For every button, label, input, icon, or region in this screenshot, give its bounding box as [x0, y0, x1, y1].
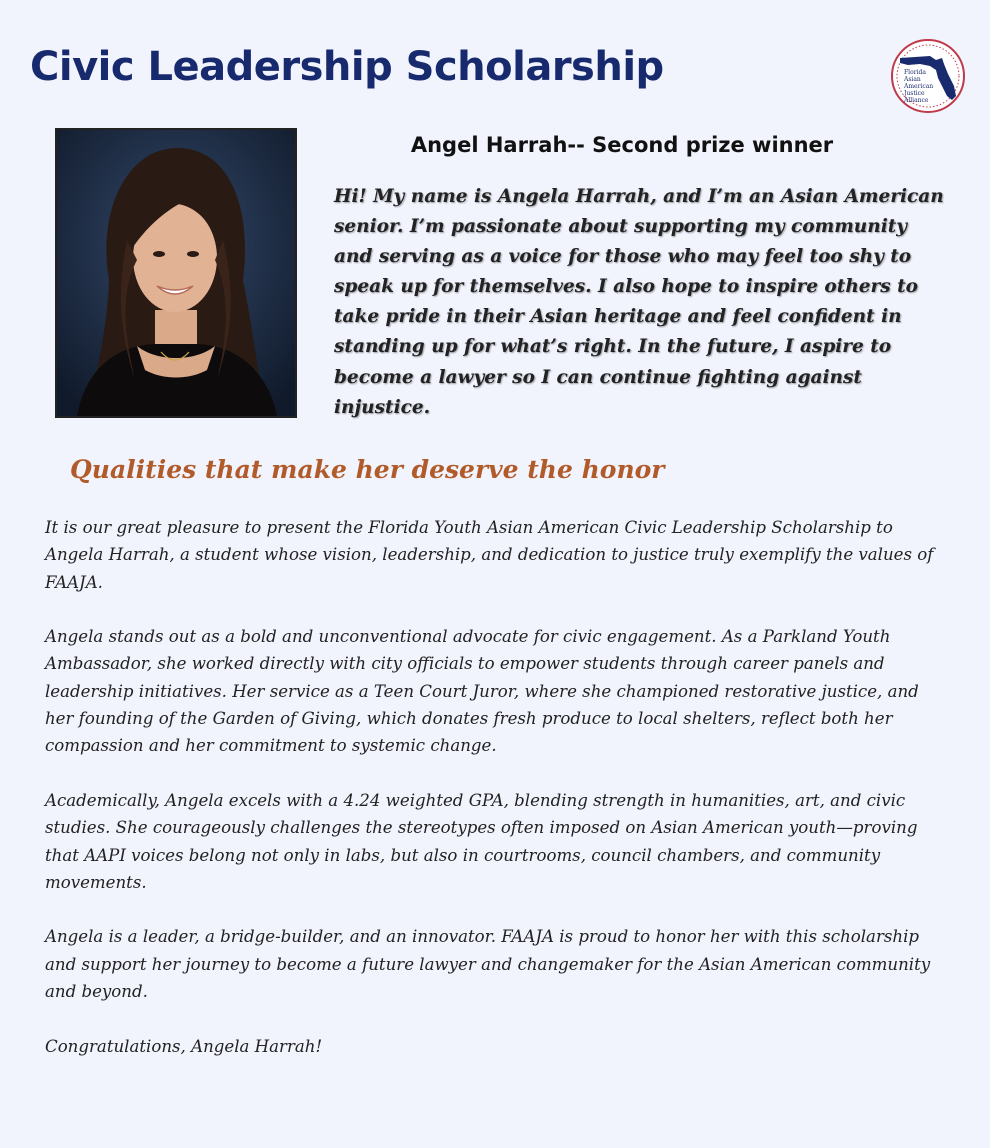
closing-line: Congratulations, Angela Harrah! [45, 1036, 323, 1056]
qualities-heading: Qualities that make her deserve the honor [70, 455, 665, 484]
body-paragraph: Angela stands out as a bold and unconventional advocate for civic engagement. As a Parkland Youth Ambassador, she worked directly with city officials to empower students through career panels and leadership initiatives. Her service as a Teen Court Juror, where she championed restorative justice, and her founding of the Garden of Giving, which donates fresh produce to local shelters, reflect both her compassion and her commitment to systemic change. [45, 627, 919, 756]
logo-line: Florida [904, 69, 926, 76]
winner-portrait [55, 128, 297, 418]
body-paragraph: Angela is a leader, a bridge-builder, and an innovator. FAAJA is proud to honor her with this scholarship and support her journey to become a future lawyer and changemaker for the Asian American community and beyond. [45, 927, 931, 1002]
florida-map-icon [890, 38, 966, 114]
body-paragraph: Academically, Angela excels with a 4.24 weighted GPA, blending strength in humanities, art, and civic studies. She courageously challenges the stereotypes often imposed on Asian American youth—proving that AAPI voices belong not only in labs, but also in courtrooms, council chambers, and community movements. [45, 790, 918, 892]
body-paragraph: It is our great pleasure to present the Florida Youth Asian American Civic Leadership Scholarship to Angela Harrah, a student whose vision, leadership, and dedication to justice truly exemplify the values of FAAJA. [45, 518, 934, 592]
faaja-logo [890, 38, 966, 114]
logo-line: Justice [904, 90, 925, 97]
logo-line: American [904, 83, 934, 90]
winner-bio: Hi! My name is Angela Harrah, and I’m an Asian American senior. I’m passionate about supporting my community and serving as a voice for those who may feel too shy to speak up for themselves. I also hope to inspire others to take pride in their Asian heritage and feel confident in standing up for what’s right. In the future, I aspire to become a lawyer so I can continue fighting against injustice. [334, 186, 944, 418]
logo-line: Alliance [904, 97, 929, 104]
qualities-body [45, 514, 945, 1087]
logo-line: Asian [904, 76, 921, 83]
winner-heading: Angel Harrah-- Second prize winner [410, 133, 834, 157]
page-title: Civic Leadership Scholarship [30, 44, 664, 90]
